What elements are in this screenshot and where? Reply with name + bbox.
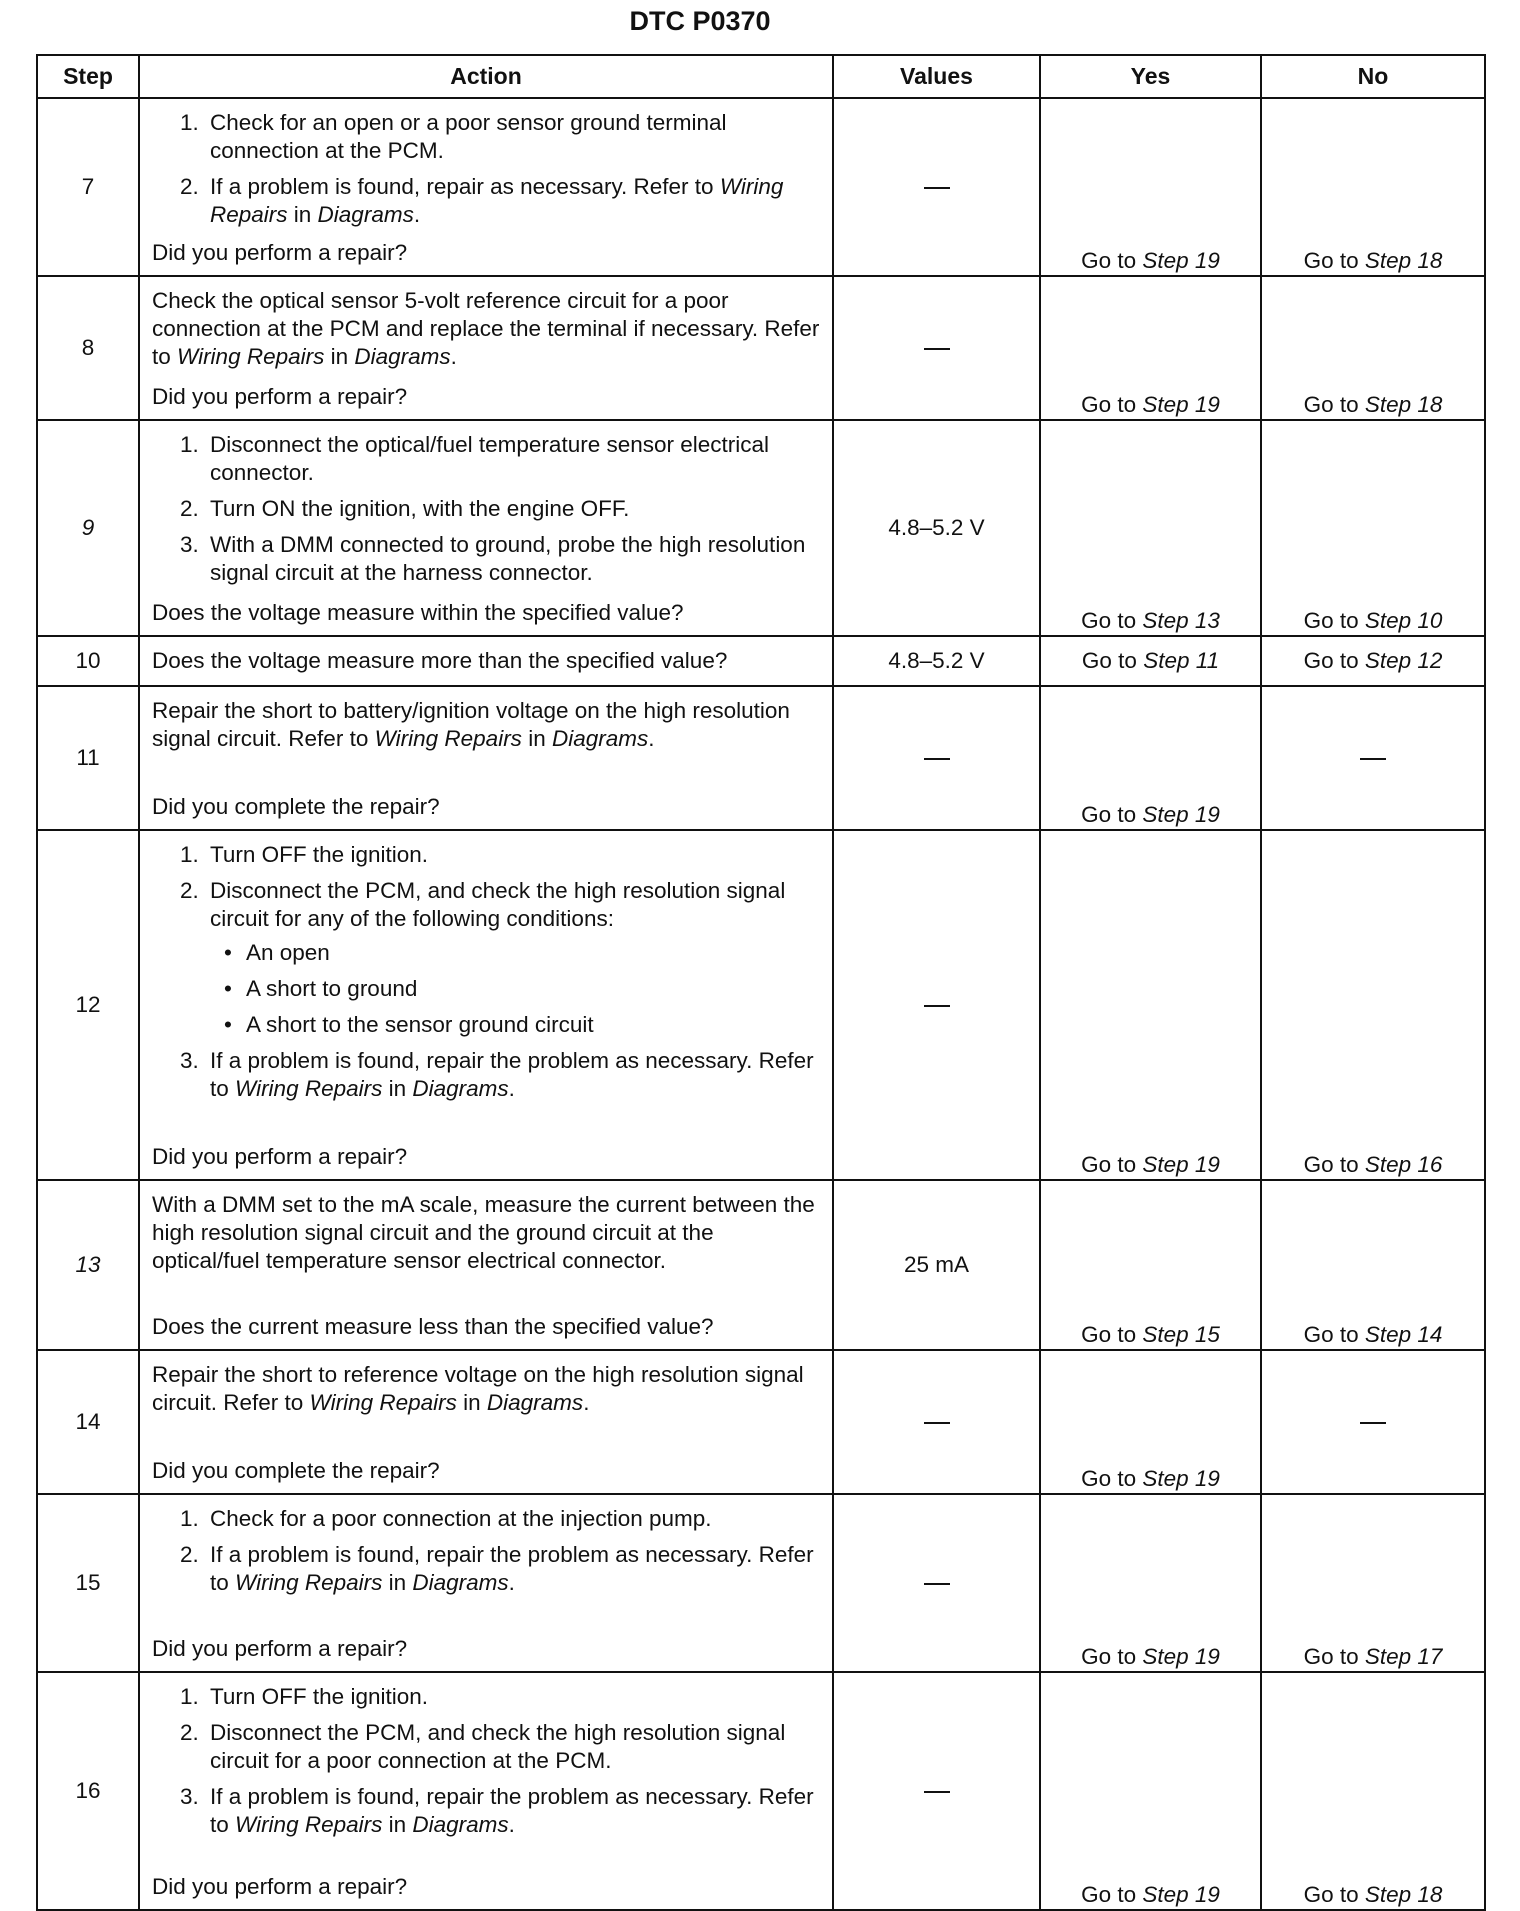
action-cell bbox=[139, 98, 833, 276]
step-number: 7 bbox=[37, 98, 139, 276]
action-step: Disconnect the optical/fuel temperature sensor electrical connector. bbox=[210, 432, 770, 485]
step-number: 12 bbox=[37, 830, 139, 1180]
action-step: If a problem is found, repair the problem as necessary. Refer to Wiring Repairs in Diagrams. bbox=[210, 1048, 814, 1101]
action-question: Did you perform a repair? bbox=[152, 384, 408, 409]
value-cell: 25 mA bbox=[833, 1180, 1040, 1350]
action-cell bbox=[139, 1350, 833, 1494]
action-question: Does the voltage measure more than the specified value? bbox=[152, 648, 728, 673]
no-target: Step 18 bbox=[1364, 392, 1443, 417]
yes-target: Step 19 bbox=[1142, 392, 1220, 417]
yes-target: Step 11 bbox=[1143, 648, 1220, 673]
action-text: With a DMM set to the mA scale, measure the current between the high resolution signal circuit and the ground circuit at the optical/fuel temperature sensor electrical connector. bbox=[152, 1192, 815, 1273]
yes-cell: Go to Step 19 bbox=[1040, 830, 1261, 1180]
yes-cell: Go to Step 11 bbox=[1040, 636, 1261, 686]
no-cell: Go to Step 17 bbox=[1261, 1494, 1485, 1672]
condition-item: • A short to ground bbox=[210, 975, 822, 1003]
no-cell bbox=[1261, 1350, 1485, 1494]
action-step: If a problem is found, repair the problem as necessary. Refer to Wiring Repairs in Diagrams. bbox=[210, 1784, 814, 1837]
action-step: Check for a poor connection at the injection pump. bbox=[210, 1506, 712, 1531]
yes-target: Step 19 bbox=[1142, 1466, 1220, 1491]
diagnostic-table bbox=[36, 54, 1486, 1911]
table-row bbox=[37, 636, 1485, 686]
no-cell bbox=[1261, 686, 1485, 830]
dash-mark bbox=[924, 1422, 950, 1424]
action-question: Did you perform a repair? bbox=[152, 1874, 408, 1899]
no-target: Step 18 bbox=[1364, 1882, 1443, 1907]
action-step: Turn OFF the ignition. bbox=[210, 842, 429, 867]
value-cell: 4.8–5.2 V bbox=[833, 636, 1040, 686]
action-question: Does the voltage measure within the specified value? bbox=[152, 600, 684, 625]
step-number: 9 bbox=[37, 420, 139, 636]
action-cell bbox=[139, 686, 833, 830]
step-number: 8 bbox=[37, 276, 139, 420]
value-cell bbox=[833, 276, 1040, 420]
action-cell bbox=[139, 276, 833, 420]
header-action: Action bbox=[139, 55, 833, 98]
dash-mark bbox=[1360, 1422, 1386, 1424]
yes-cell: Go to Step 13 bbox=[1040, 420, 1261, 636]
yes-cell: Go to Step 19 bbox=[1040, 686, 1261, 830]
page-title: DTC P0370 bbox=[629, 6, 771, 36]
header-step: Step bbox=[37, 55, 139, 98]
header-yes: Yes bbox=[1040, 55, 1261, 98]
action-step: If a problem is found, repair as necessary. Refer to Wiring Repairs in Diagrams. bbox=[210, 174, 784, 227]
table-row bbox=[37, 276, 1485, 420]
header-no: No bbox=[1261, 55, 1485, 98]
dash-mark bbox=[924, 1791, 950, 1793]
no-cell: Go to Step 12 bbox=[1261, 636, 1485, 686]
action-step: Check for an open or a poor sensor ground terminal connection at the PCM. bbox=[210, 110, 727, 163]
action-question: Did you complete the repair? bbox=[152, 794, 440, 819]
step-number: 10 bbox=[37, 636, 139, 686]
action-question: Did you perform a repair? bbox=[152, 1636, 408, 1661]
dash-mark bbox=[924, 758, 950, 760]
dash-mark bbox=[924, 187, 950, 189]
no-cell: Go to Step 18 bbox=[1261, 1672, 1485, 1910]
table-row bbox=[37, 1180, 1485, 1350]
no-cell: Go to Step 16 bbox=[1261, 830, 1485, 1180]
value-cell: 4.8–5.2 V bbox=[833, 420, 1040, 636]
no-target: Step 16 bbox=[1364, 1152, 1443, 1177]
dash-mark bbox=[1360, 758, 1386, 760]
no-cell: Go to Step 10 bbox=[1261, 420, 1485, 636]
value-cell bbox=[833, 1350, 1040, 1494]
no-target: Step 10 bbox=[1364, 608, 1443, 633]
action-cell bbox=[139, 636, 833, 686]
step-number: 14 bbox=[37, 1350, 139, 1494]
action-steps bbox=[152, 1683, 822, 1847]
table-row bbox=[37, 1672, 1485, 1910]
action-cell bbox=[139, 1180, 833, 1350]
action-cell bbox=[139, 420, 833, 636]
yes-target: Step 19 bbox=[1142, 802, 1220, 827]
action-steps bbox=[152, 109, 822, 237]
value-cell bbox=[833, 1672, 1040, 1910]
step-number: 16 bbox=[37, 1672, 139, 1910]
table-row bbox=[37, 420, 1485, 636]
no-cell: Go to Step 14 bbox=[1261, 1180, 1485, 1350]
step-number: 11 bbox=[37, 686, 139, 830]
yes-target: Step 13 bbox=[1142, 608, 1220, 633]
yes-target: Step 19 bbox=[1142, 1882, 1220, 1907]
yes-target: Step 15 bbox=[1142, 1322, 1220, 1347]
action-step: Turn ON the ignition, with the engine OFF. bbox=[210, 496, 630, 521]
action-text: Repair the short to reference voltage on the high resolution signal circuit. Refer to Wiring Repairs in Diagrams. bbox=[152, 1362, 804, 1415]
action-step: Disconnect the PCM, and check the high resolution signal circuit for a poor connection at the PCM. bbox=[210, 1720, 786, 1773]
table-row bbox=[37, 98, 1485, 276]
action-question: Did you perform a repair? bbox=[152, 1144, 408, 1169]
condition-item: • A short to the sensor ground circuit bbox=[210, 1011, 822, 1039]
value-cell bbox=[833, 686, 1040, 830]
yes-cell: Go to Step 19 bbox=[1040, 276, 1261, 420]
yes-target: Step 19 bbox=[1142, 248, 1220, 273]
action-steps bbox=[152, 841, 822, 1111]
yes-cell: Go to Step 19 bbox=[1040, 98, 1261, 276]
table-row bbox=[37, 1494, 1485, 1672]
dash-mark bbox=[924, 1583, 950, 1585]
condition-item: • An open bbox=[210, 939, 822, 967]
yes-cell: Go to Step 15 bbox=[1040, 1180, 1261, 1350]
action-steps bbox=[152, 1505, 822, 1605]
condition-list bbox=[210, 939, 822, 1039]
dash-mark bbox=[924, 1005, 950, 1007]
no-cell: Go to Step 18 bbox=[1261, 98, 1485, 276]
action-cell bbox=[139, 830, 833, 1180]
value-cell bbox=[833, 98, 1040, 276]
action-step: Turn OFF the ignition. bbox=[210, 1684, 429, 1709]
no-cell: Go to Step 18 bbox=[1261, 276, 1485, 420]
table-row bbox=[37, 830, 1485, 1180]
table-row bbox=[37, 686, 1485, 830]
action-step: If a problem is found, repair the problem as necessary. Refer to Wiring Repairs in Diagrams. bbox=[210, 1542, 814, 1595]
step-number: 15 bbox=[37, 1494, 139, 1672]
action-step: With a DMM connected to ground, probe the high resolution signal circuit at the harness connector. bbox=[210, 532, 806, 585]
no-target: Step 18 bbox=[1364, 248, 1443, 273]
action-steps bbox=[152, 431, 822, 595]
action-text: Repair the short to battery/ignition voltage on the high resolution signal circuit. Refer to Wiring Repairs in Diagrams. bbox=[152, 698, 790, 751]
step-number: 13 bbox=[37, 1180, 139, 1350]
yes-target: Step 19 bbox=[1142, 1644, 1220, 1669]
dash-mark bbox=[924, 348, 950, 350]
no-target: Step 12 bbox=[1364, 648, 1443, 673]
table-row bbox=[37, 1350, 1485, 1494]
header-values: Values bbox=[833, 55, 1040, 98]
action-question: Does the current measure less than the specified value? bbox=[152, 1314, 714, 1339]
action-cell bbox=[139, 1494, 833, 1672]
action-step: Disconnect the PCM, and check the high resolution signal circuit for any of the following conditions: • An open • A short to ground • A short to the sensor ground circuit bbox=[152, 877, 822, 1039]
yes-cell: Go to Step 19 bbox=[1040, 1494, 1261, 1672]
no-target: Step 14 bbox=[1364, 1322, 1443, 1347]
no-target: Step 17 bbox=[1364, 1644, 1443, 1669]
action-text: Check the optical sensor 5-volt reference circuit for a poor connection at the PCM and replace the terminal if necessary. Refer to Wiring Repairs in Diagrams. bbox=[152, 288, 820, 369]
action-cell bbox=[139, 1672, 833, 1910]
action-question: Did you perform a repair? bbox=[152, 240, 408, 265]
value-cell bbox=[833, 1494, 1040, 1672]
action-question: Did you complete the repair? bbox=[152, 1458, 440, 1483]
value-cell bbox=[833, 830, 1040, 1180]
yes-target: Step 19 bbox=[1142, 1152, 1220, 1177]
yes-cell: Go to Step 19 bbox=[1040, 1350, 1261, 1494]
table-header-row bbox=[37, 55, 1485, 98]
yes-cell: Go to Step 19 bbox=[1040, 1672, 1261, 1910]
